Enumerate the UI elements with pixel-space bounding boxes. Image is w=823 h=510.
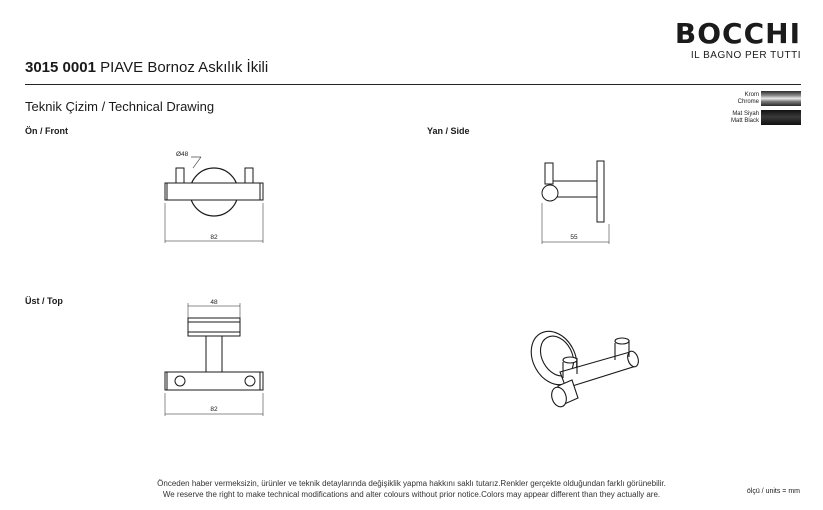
front-view-drawing [165, 151, 263, 243]
product-code: 3015 0001 [25, 59, 96, 76]
front-peg-left [176, 168, 184, 183]
disclaimer-en: We reserve the right to make technical modifications and alter colours without prior notice.Colors may appear different than they actually are. [162, 490, 661, 499]
side-depth-text: 55 [570, 234, 578, 241]
top-plate [188, 318, 240, 336]
top-view-drawing [165, 299, 263, 416]
front-view-label: Ön / Front [25, 126, 68, 136]
section-subtitle: Teknik Çizim / Technical Drawing [25, 99, 215, 114]
side-plate [597, 161, 604, 222]
finish-chrome-tr: Krom [744, 92, 759, 98]
top-width-text: 82 [210, 406, 218, 413]
product-name: PIAVE Bornoz Askılık İkili [100, 59, 269, 76]
front-diameter-text: Ø48 [176, 151, 189, 158]
top-bar [165, 372, 263, 390]
front-diameter-leader [193, 157, 201, 168]
finish-black-tr: Mat Siyah [732, 111, 759, 117]
top-plate-text: 48 [210, 299, 218, 306]
isometric-view-drawing [522, 323, 640, 408]
front-peg-right [245, 168, 253, 183]
disclaimer-tr: Önceden haber vermeksizin, ürünler ve teknik detaylarında değişiklik yapma hakkını saklı tutarız.Renkler gerçekte olduğundan farklı görünebilir. [157, 479, 666, 488]
iso-peg-right-top [615, 338, 629, 344]
front-bar [165, 183, 263, 200]
finish-chrome-en: Chrome [737, 98, 759, 105]
top-view-label: Üst / Top [25, 296, 63, 306]
side-view-drawing [542, 161, 609, 244]
logo-tagline: IL BAGNO PER TUTTI [690, 50, 801, 61]
logo-wordmark: BOCCHI [674, 17, 801, 50]
finish-black-en: Matt Black [730, 117, 759, 124]
front-width-text: 82 [210, 234, 218, 241]
side-view-label: Yan / Side [427, 126, 470, 136]
iso-peg-left-top [563, 357, 577, 363]
units-note: ölçü / units = mm [746, 488, 800, 495]
side-peg [545, 163, 553, 184]
side-knob [542, 185, 558, 201]
disclaimer [0, 478, 823, 500]
